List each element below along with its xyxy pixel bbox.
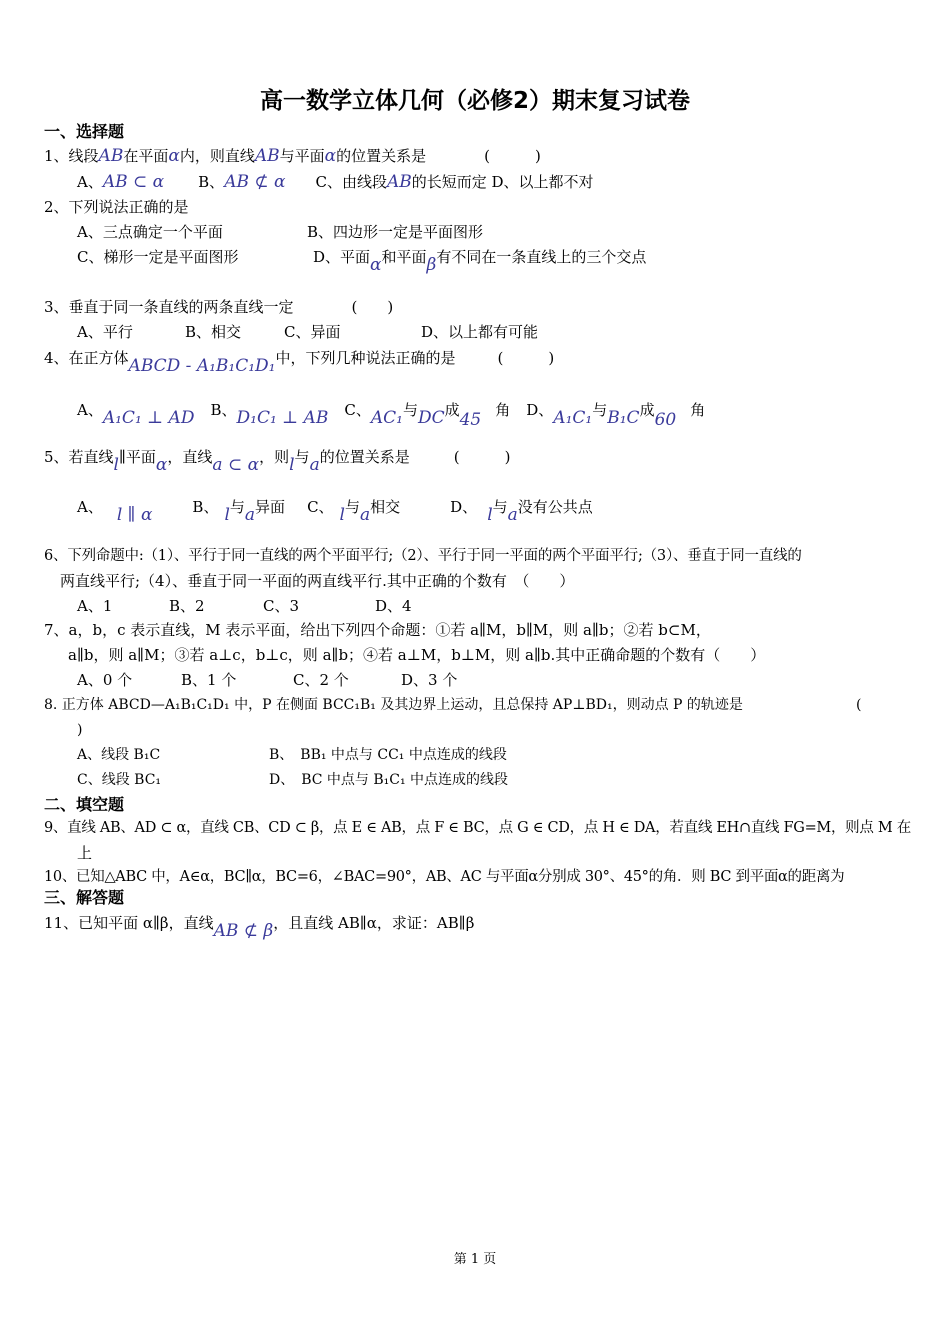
option-a-math: l ∥ α bbox=[116, 505, 153, 525]
question-6-options bbox=[77, 596, 412, 616]
q5-math: a bbox=[309, 455, 320, 475]
answer-blank-open: ( bbox=[856, 697, 862, 713]
option-b: B、 bbox=[198, 173, 225, 191]
option-b: B、 BB₁ 中点与 CC₁ 中点连成的线段 bbox=[269, 747, 507, 763]
q1-text: 1、线段 bbox=[44, 147, 99, 165]
option-b: B、四边形一定是平面图形 bbox=[307, 223, 484, 241]
option-d: D、 BC 中点与 B₁C₁ 中点连成的线段 bbox=[269, 772, 509, 788]
question-7-line1: 7、a，b，c 表示直线，M 表示平面，给出下列四个命题：①若 a∥M，b∥M，则 a∥b；②若 b⊂M， bbox=[44, 621, 711, 639]
q1-math: α bbox=[168, 146, 180, 166]
option-d: D、以上都有可能 bbox=[421, 323, 539, 341]
q4-text: 4、在正方体 bbox=[44, 349, 129, 367]
option-a: A、0 个 bbox=[77, 671, 133, 689]
question-8-line1: 8. 正方体 ABCD—A₁B₁C₁D₁ 中，P 在侧面 BCC₁B₁ 及其边界上运动，且总保持 AP⊥BD₁，则动点 P 的轨迹是 bbox=[44, 697, 743, 713]
page-title: 高一数学立体几何（必修2）期末复习试卷 bbox=[259, 88, 690, 114]
option-c-math: DC bbox=[417, 408, 445, 428]
option-d-math: a bbox=[507, 505, 518, 525]
q1-text: 与平面 bbox=[279, 147, 325, 165]
q1-math: α bbox=[324, 146, 337, 166]
option-c-math: 45 bbox=[459, 410, 482, 430]
question-6-line1: 6、下列命题中:（1）、平行于同一直线的两个平面平行;（2）、平行于同一平面的两个平面平行;（3）、垂直于同一直线的 bbox=[44, 548, 802, 564]
question-9-line2: 上 bbox=[77, 844, 93, 862]
question-2-options-ab bbox=[77, 222, 483, 242]
question-6-line2: 两直线平行;（4）、垂直于同一平面的两直线平行.其中正确的个数有 （ ） bbox=[60, 572, 575, 590]
option-c: C、 bbox=[307, 498, 334, 516]
answer-blank-close: ) bbox=[77, 722, 83, 738]
option-d-math: 60 bbox=[654, 410, 677, 430]
answer-blank: ( ) bbox=[497, 349, 555, 367]
answer-blank: ( ) bbox=[453, 448, 511, 466]
section-heading-fill: 二、填空题 bbox=[44, 795, 125, 814]
q1-text: 的位置关系是 bbox=[336, 147, 427, 165]
q4-math: ABCD - A₁B₁C₁D₁ bbox=[128, 356, 276, 376]
option-a: A、1 bbox=[77, 597, 113, 615]
question-4-stem bbox=[44, 348, 555, 376]
option-a: A、三点确定一个平面 bbox=[77, 223, 223, 241]
option-b: B、1 个 bbox=[181, 671, 237, 689]
option-d-math: B₁C bbox=[607, 408, 640, 428]
option-b: B、2 bbox=[169, 597, 205, 615]
q11-text: 11、已知平面 α∥β，直线 bbox=[44, 914, 214, 932]
option-c-d: 的长短而定 D、以上都不对 bbox=[411, 173, 594, 191]
question-5-options bbox=[77, 497, 593, 525]
option-c: C、2 个 bbox=[293, 671, 349, 689]
option-c: C、由线段 bbox=[315, 173, 387, 191]
option-d: D、 bbox=[450, 498, 478, 516]
option-d: D、3 个 bbox=[401, 671, 458, 689]
q4-text: 中，下列几种说法正确的是 bbox=[275, 349, 456, 367]
question-11-stem bbox=[44, 913, 475, 941]
q5-math: α bbox=[155, 455, 168, 475]
option-c: C、异面 bbox=[284, 323, 341, 341]
option-a: A、线段 B₁C bbox=[77, 747, 161, 763]
section-heading-solve: 三、解答题 bbox=[44, 888, 125, 907]
option-a: A、 bbox=[77, 173, 103, 191]
option-c-math: l bbox=[339, 505, 345, 525]
option-c: 与 bbox=[402, 401, 418, 419]
option-c: 相交 bbox=[370, 498, 401, 516]
option-d: 和平面 bbox=[381, 248, 427, 266]
question-7-options bbox=[77, 670, 457, 690]
option-a: A、平行 bbox=[77, 323, 133, 341]
option-c-math: a bbox=[360, 505, 371, 525]
option-d: 与 bbox=[592, 401, 608, 419]
option-c: C、3 bbox=[263, 597, 300, 615]
q5-text: 5、若直线 bbox=[44, 448, 114, 466]
option-a: A、 bbox=[77, 401, 103, 419]
option-d-math: β bbox=[426, 255, 437, 275]
question-5-stem bbox=[44, 447, 511, 475]
option-d: 有不同在一条直线上的三个交点 bbox=[436, 248, 647, 266]
question-7-line2: a∥b，则 a∥M；③若 a⊥c，b⊥c，则 a∥b；④若 a⊥M，b⊥M，则 a∥b.其中正确命题的个数有（ ） bbox=[68, 646, 766, 664]
q5-text: 的位置关系是 bbox=[319, 448, 410, 466]
option-a: A、 bbox=[77, 498, 103, 516]
q11-text: ，且直线 AB∥α，求证：AB∥β bbox=[273, 914, 475, 932]
option-b-math: l bbox=[224, 505, 230, 525]
option-d: D、 bbox=[526, 401, 554, 419]
option-b-math: D₁C₁ ⊥ AB bbox=[236, 408, 329, 428]
question-3-stem bbox=[44, 297, 393, 317]
q5-text: ∥平面 bbox=[118, 448, 156, 466]
q1-text: 内，则直线 bbox=[179, 147, 255, 165]
option-d-math: A₁C₁ bbox=[553, 408, 593, 428]
answer-blank: ( ) bbox=[351, 298, 394, 316]
option-c: 成 bbox=[444, 401, 460, 419]
option-b-math: AB ⊄ α bbox=[224, 172, 286, 192]
option-d: D、平面 bbox=[313, 248, 371, 266]
question-1-options bbox=[77, 172, 594, 192]
option-b: 异面 bbox=[255, 498, 286, 516]
option-d: 没有公共点 bbox=[517, 498, 593, 516]
question-1-stem bbox=[44, 146, 541, 166]
option-d: 角 bbox=[690, 401, 706, 419]
question-8-options-cd bbox=[77, 770, 508, 790]
option-d: 与 bbox=[492, 498, 508, 516]
section-heading-choice: 一、选择题 bbox=[44, 122, 125, 141]
q11-math: AB ⊄ β bbox=[213, 921, 274, 941]
question-3-options bbox=[77, 322, 538, 342]
option-b: B、相交 bbox=[185, 323, 242, 341]
option-d: 成 bbox=[639, 401, 655, 419]
option-c: 与 bbox=[344, 498, 360, 516]
q5-text: ，则 bbox=[259, 448, 290, 466]
option-d: D、4 bbox=[375, 597, 412, 615]
option-c: C、梯形一定是平面图形 bbox=[77, 248, 239, 266]
option-b-math: a bbox=[244, 505, 256, 525]
q3-text: 3、垂直于同一条直线的两条直线一定 bbox=[44, 298, 294, 316]
option-b: B、 bbox=[210, 401, 237, 419]
q5-math: a ⊂ α bbox=[212, 455, 260, 475]
option-d-math: α bbox=[370, 255, 382, 275]
question-2-stem: 2、下列说法正确的是 bbox=[44, 198, 189, 216]
q5-math: l bbox=[113, 455, 119, 475]
q1-text: 在平面 bbox=[123, 147, 169, 165]
question-2-options-cd bbox=[77, 247, 647, 275]
option-c: C、 bbox=[344, 401, 371, 419]
page-number: 第 1 页 bbox=[453, 1252, 497, 1267]
q5-math: l bbox=[289, 455, 295, 475]
question-8-options-ab bbox=[77, 745, 507, 765]
q1-math: AB bbox=[254, 146, 280, 166]
option-a-math: A₁C₁ ⊥ AD bbox=[102, 408, 195, 428]
option-b: B、 bbox=[192, 498, 219, 516]
option-b: 与 bbox=[229, 498, 245, 516]
q5-text: ，直线 bbox=[167, 448, 213, 466]
option-c: C、线段 BC₁ bbox=[77, 772, 162, 788]
q1-math: AB bbox=[98, 146, 124, 166]
option-d-math: l bbox=[487, 505, 493, 525]
answer-blank: ( ) bbox=[484, 147, 541, 165]
q5-text: 与 bbox=[294, 448, 310, 466]
option-c-math: AB bbox=[386, 172, 412, 192]
question-4-options bbox=[77, 400, 706, 430]
option-c-math: AC₁ bbox=[370, 408, 403, 428]
option-a-math: AB ⊂ α bbox=[102, 172, 165, 192]
question-10-line1: 10、已知△ABC 中，A∈α，BC∥α，BC=6，∠BAC=90°，AB、AC 与平面α分别成 30°、45°的角．则 BC 到平面α的距离为 bbox=[44, 869, 845, 885]
option-c: 角 bbox=[495, 401, 511, 419]
question-9-line1: 9、直线 AB、AD ⊂ α，直线 CB、CD ⊂ β，点 E ∈ AB，点 F ∈ BC，点 G ∈ CD，点 H ∈ DA，若直线 EH∩直线 FG=M，则点 M 在 bbox=[44, 820, 911, 836]
